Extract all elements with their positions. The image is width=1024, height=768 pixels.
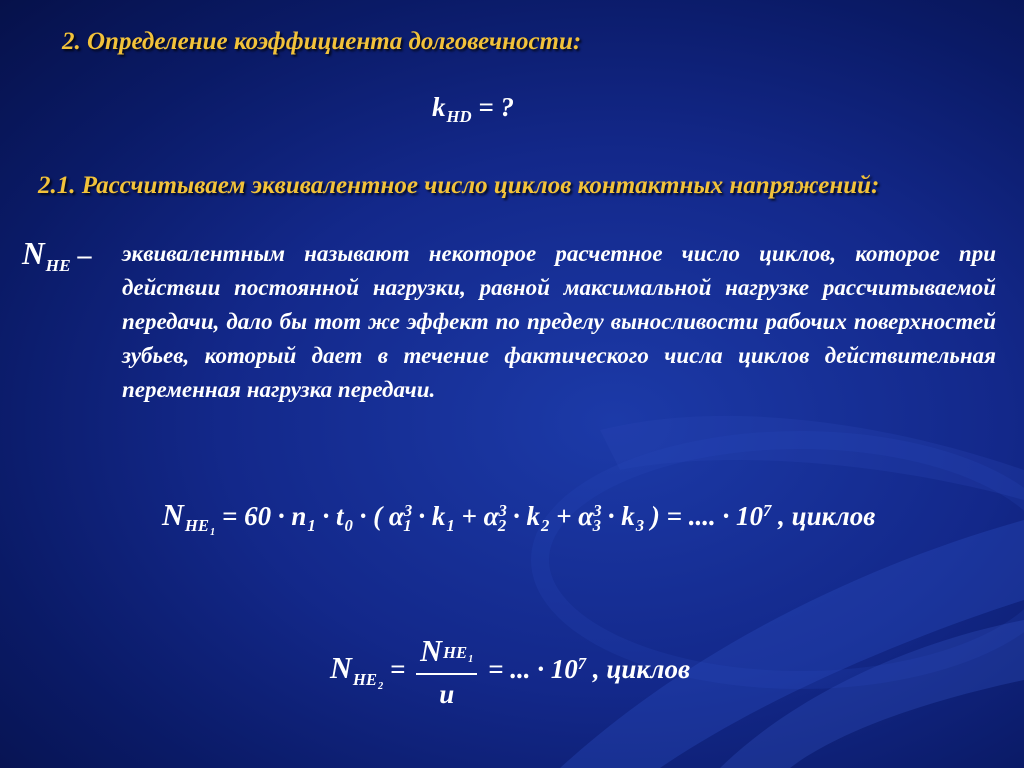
- nhe-symbol-subscript: HE: [45, 255, 71, 275]
- nhe-definition-text: эквивалентным называют некоторое расчетное число циклов, которое при действии постоянной нагрузки, равной максимальной нагрузке рассчитываемой передачи, дало бы тот же эффект по пределу выносливости рабочих поверхностей зубьев, который дает в течение фактического числа циклов действительная переменная нагрузка передачи.: [122, 241, 996, 402]
- eq1-unit: , циклов: [771, 501, 876, 531]
- eq1-a3-sup: 3: [593, 500, 602, 520]
- eq1-part-d: · k: [411, 501, 446, 531]
- khd-symbol: k: [432, 92, 446, 122]
- eq2-numerator: $NHE_1$: [416, 634, 477, 675]
- khd-subscript: HD: [446, 107, 472, 127]
- eq1-part-a: = 60 · n: [215, 501, 307, 531]
- equation-nhe2: [330, 634, 690, 710]
- eq1-part-f: · k: [506, 501, 541, 531]
- eq1-a2-sup: 3: [498, 500, 507, 520]
- eq1-n-sub: 1: [307, 516, 316, 536]
- eq1-k2-sub: 2: [541, 516, 550, 536]
- eq1-part-e: + α: [454, 501, 499, 531]
- eq2-equals: =: [383, 654, 413, 685]
- nhe-symbol-dash: –: [70, 240, 92, 271]
- nhe-symbol-n: N: [22, 236, 45, 271]
- eq2-denominator: u: [439, 679, 455, 709]
- eq2-lhs-subscript: HE2: [352, 669, 384, 692]
- khd-question: = ?: [471, 92, 514, 122]
- section-heading-durability-coefficient: 2. Определение коэффициента долговечности:: [62, 28, 582, 55]
- eq1-part-g: + α: [549, 501, 594, 531]
- eq1-lhs-subscript: HE1: [184, 516, 216, 539]
- eq1-exponent: 7: [763, 500, 772, 520]
- khd-question-formula: [432, 92, 514, 127]
- eq2-unit: , циклов: [586, 654, 691, 685]
- eq1-a3-sub: 3: [592, 516, 601, 536]
- equation-nhe1: [162, 498, 876, 539]
- eq2-lhs-symbol: N: [330, 651, 352, 686]
- eq1-part-h: · k: [600, 501, 635, 531]
- subsection-heading-equivalent-cycles: 2.1. Рассчитываем эквивалентное число циклов контактных напряжений:: [38, 172, 880, 199]
- eq1-part-c: · ( α: [352, 501, 404, 531]
- eq1-a1-sup: 3: [403, 500, 413, 520]
- eq1-t-sub: 0: [344, 516, 353, 536]
- eq1-lhs-symbol: N: [162, 498, 184, 532]
- eq1-part-i: ) = .... · 10: [644, 501, 763, 531]
- eq1-a2-sub: 2: [497, 516, 507, 536]
- eq1-a1-sub: 1: [403, 516, 412, 536]
- eq2-exponent: 7: [577, 654, 587, 673]
- nhe-definition-symbol: [22, 236, 92, 275]
- eq1-k3-sub: 3: [635, 516, 645, 536]
- eq1-part-b: · t: [315, 501, 344, 531]
- eq1-k1-sub: 1: [446, 516, 455, 536]
- eq2-fraction: [416, 634, 477, 710]
- eq2-rhs: = ... · 10: [481, 654, 578, 685]
